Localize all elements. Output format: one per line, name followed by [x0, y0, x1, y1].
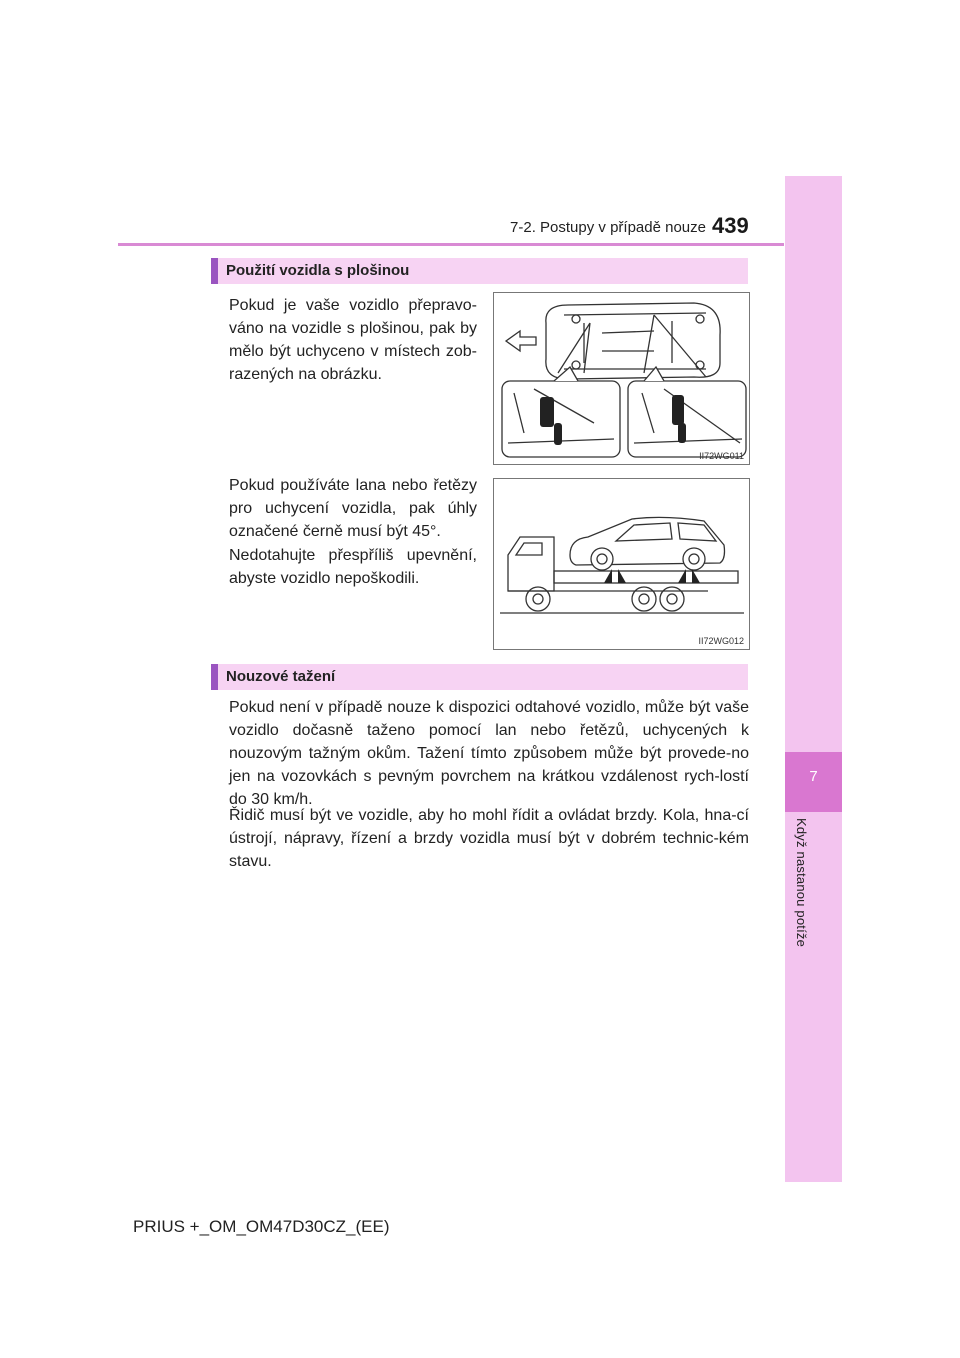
running-header-section: 7-2. Postupy v případě nouze	[510, 219, 706, 236]
paragraph-chains-angle: Pokud používáte lana nebo řetězy pro uchycení vozidla, pak úhly označené černě musí být 45°.	[229, 477, 477, 540]
figure-car-on-flatbed	[493, 478, 750, 650]
figure-tie-down-points	[493, 292, 750, 465]
chapter-side-tab	[785, 176, 842, 1182]
page-number: 439	[712, 213, 749, 238]
paragraph-flatbed-intro: Pokud je vaše vozidlo přepravo-váno na vozidle s plošinou, pak by mělo být uchyceno v místech zob-razených na obrázku.	[229, 297, 477, 383]
figure-code: II72WG011	[699, 451, 744, 461]
chapter-number: 7	[809, 768, 818, 785]
section-title: Použití vozidla s plošinou	[226, 262, 410, 279]
paragraph-driver-requirements: Řidič musí být ve vozidle, aby ho mohl řídit a ovládat brzdy. Kola, hna-cí ústrojí, nápravy, řízení a brzdy vozidla musí být v dobrém technic-kém stavu.	[229, 807, 749, 870]
section-heading-flatbed	[211, 258, 748, 284]
figure-code: II72WG012	[698, 636, 744, 646]
section-heading-emergency-towing	[211, 664, 748, 690]
section-title: Nouzové tažení	[226, 668, 336, 685]
chapter-label: Když nastanou potíže	[794, 818, 809, 948]
paragraph-emergency-towing: Pokud není v případě nouze k dispozici odtahové vozidlo, může být vaše vozidlo dočasně taženo pomocí lan nebo řetězů, uchycených k nouzovým tažným okům. Tažení tímto způsobem může být provede-no jen na vozovkách s pevným povrchem na krátkou vzdálenost rych-lostí do 30 km/h.	[229, 699, 749, 808]
header-rule	[118, 243, 784, 246]
document-id: PRIUS +_OM_OM47D30CZ_(EE)	[133, 1217, 390, 1236]
paragraph-do-not-overtighten: Nedotahujte přespříliš upevnění, abyste vozidlo nepoškodili.	[229, 547, 477, 587]
